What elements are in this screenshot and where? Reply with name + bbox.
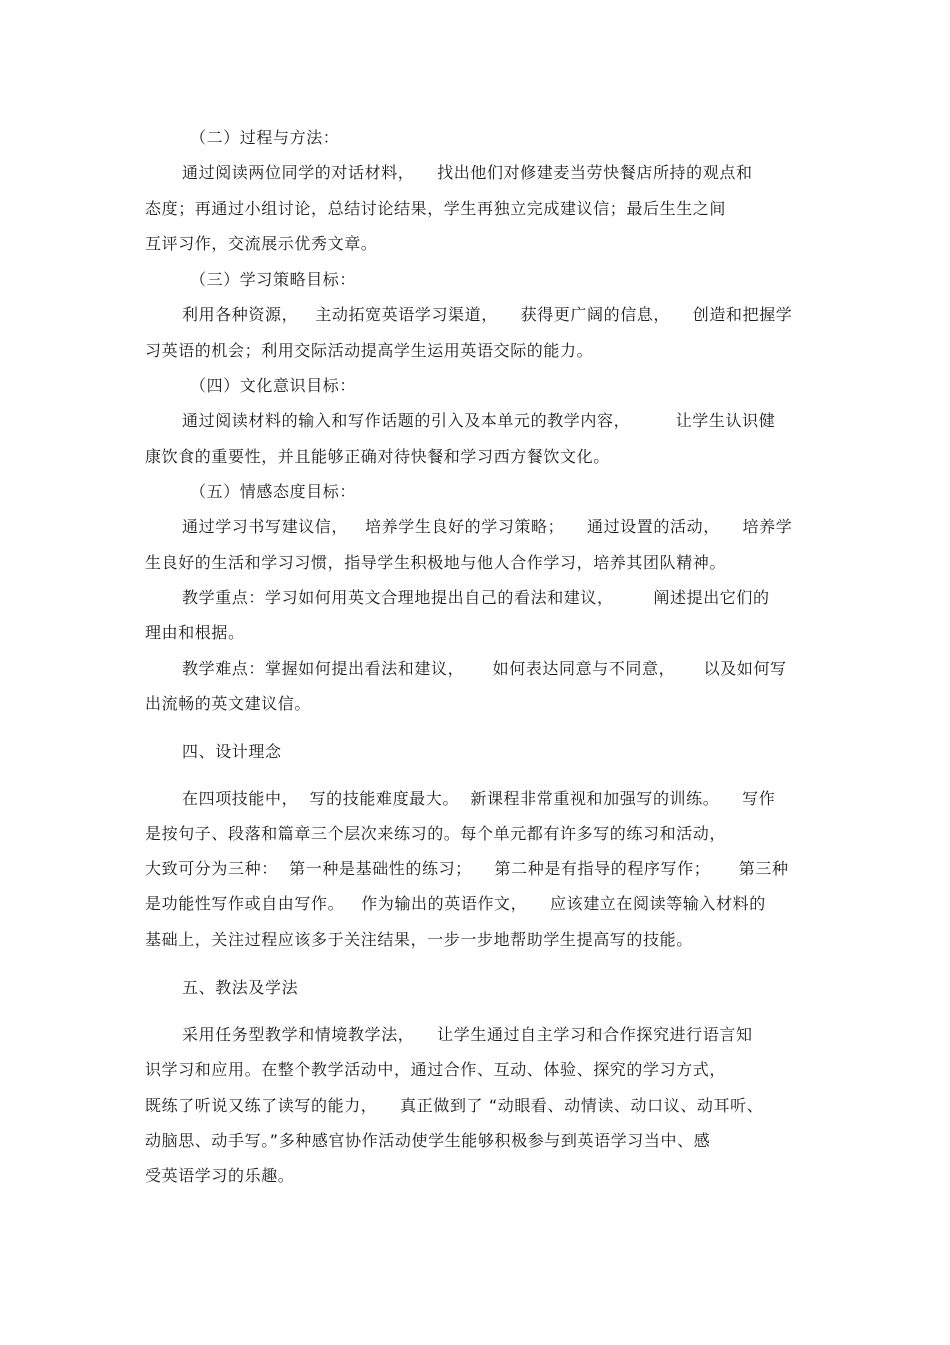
section-heading-design-concept: 四、设计理念 <box>182 742 282 761</box>
paragraph-line: 是功能性写作或自由写作。 作为输出的英语作文， 应该建立在阅读等输入材料的 <box>145 894 766 913</box>
teaching-difficulties: 教学难点：掌握如何提出看法和建议， 如何表达同意与不同意， 以及如何写 <box>182 659 787 678</box>
heading-emotional-attitude: （五）情感态度目标： <box>190 482 357 501</box>
paragraph-line: 在四项技能中， 写的技能难度最大。 新课程非常重视和加强写的训练。 写作 <box>182 789 776 808</box>
paragraph-line: 通过阅读两位同学的对话材料， 找出他们对修建麦当劳快餐店所持的观点和 <box>182 163 753 182</box>
paragraph-line: 生良好的生活和学习习惯，指导学生积极地与他人合作学习，培养其团队精神。 <box>145 553 727 572</box>
heading-cultural-awareness: （四）文化意识目标： <box>190 376 357 395</box>
paragraph-line: 采用任务型教学和情境教学法， 让学生通过自主学习和合作探究进行语言知 <box>182 1025 753 1044</box>
paragraph-line: 既练了听说又练了读写的能力， 真正做到了 “动眼看、动情读、动口议、动耳听、 <box>145 1096 764 1115</box>
paragraph-line: 理由和根据。 <box>145 623 245 642</box>
paragraph-line: 出流畅的英文建议信。 <box>145 694 312 713</box>
paragraph-line: 受英语学习的乐趣。 <box>145 1166 295 1185</box>
paragraph-line: 识学习和应用。在整个教学活动中，通过合作、互动、体验、探究的学习方式， <box>145 1060 727 1079</box>
paragraph-line: 大致可分为三种： 第一种是基础性的练习； 第二种是有指导的程序写作； 第三种 <box>145 859 789 878</box>
paragraph-line: 通过学习书写建议信， 培养学生良好的学习策略； 通过设置的活动， 培养学 <box>182 517 793 536</box>
heading-learning-strategy: （三）学习策略目标： <box>190 270 357 289</box>
paragraph-line: 习英语的机会；利用交际活动提高学生运用英语交际的能力。 <box>145 341 594 360</box>
paragraph-line: 康饮食的重要性，并且能够正确对待快餐和学习西方餐饮文化。 <box>145 447 610 466</box>
paragraph-line: 互评习作，交流展示优秀文章。 <box>145 234 378 253</box>
paragraph-line: 通过阅读材料的输入和写作话题的引入及本单元的教学内容， 让学生认识健 <box>182 411 776 430</box>
teaching-key-points: 教学重点：学习如何用英文合理地提出自己的看法和建议， 阐述提出它们的 <box>182 588 770 607</box>
paragraph-line: 态度；再通过小组讨论，总结讨论结果，学生再独立完成建议信；最后生生之间 <box>145 199 727 218</box>
paragraph-line: 动脑思、动手写。”多种感官协作活动使学生能够积极参与到英语学习当中、感 <box>145 1131 711 1150</box>
heading-process-method: （二）过程与方法： <box>190 128 340 147</box>
paragraph-line: 利用各种资源， 主动拓宽英语学习渠道， 获得更广阔的信息， 创造和把握学 <box>182 305 793 324</box>
paragraph-line: 基础上，关注过程应该多于关注结果，一步一步地帮助学生提高写的技能。 <box>145 930 693 949</box>
section-heading-teaching-methods: 五、教法及学法 <box>182 978 299 997</box>
paragraph-line: 是按句子、段落和篇章三个层次来练习的。每个单元都有许多写的练习和活动， <box>145 824 727 843</box>
